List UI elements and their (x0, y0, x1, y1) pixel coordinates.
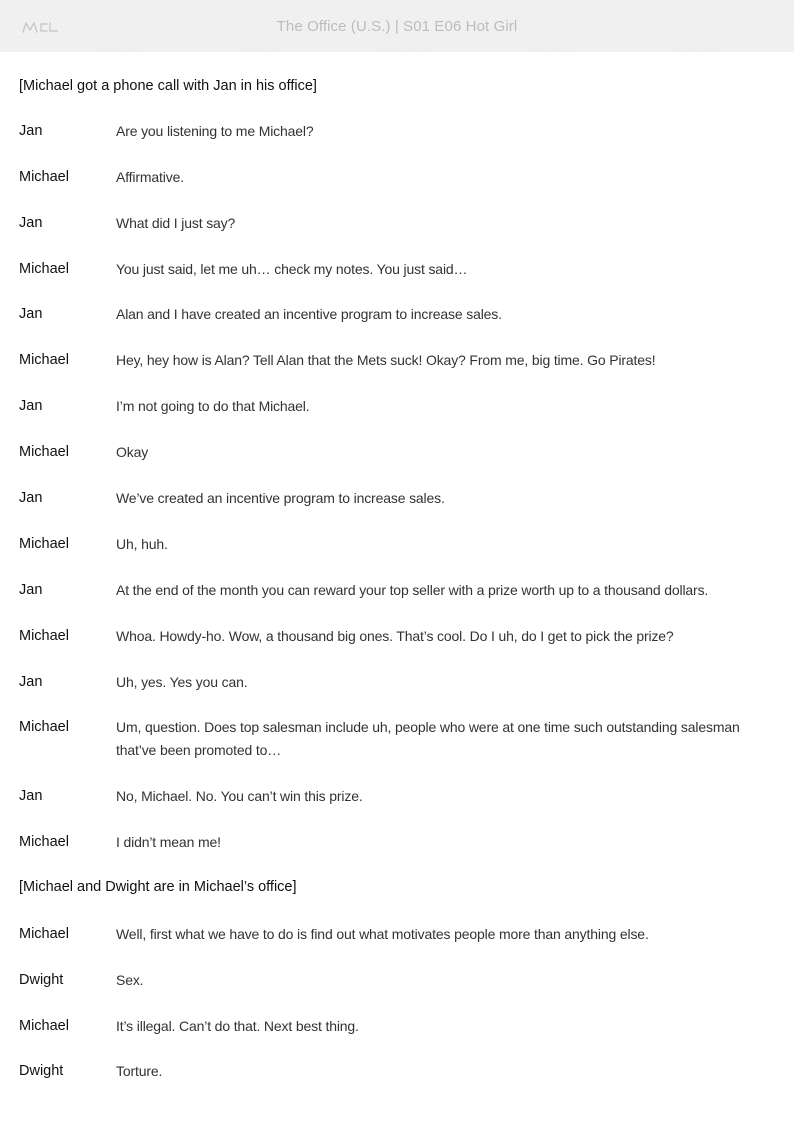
speaker-name: Jan (19, 582, 43, 598)
dialogue-line (19, 120, 759, 143)
dialogue-text: At the end of the month you can reward your top seller with a prize worth up to a thousand dollars. (116, 582, 709, 598)
dialogue-line (19, 212, 759, 235)
dialogue-text: Affirmative. (116, 169, 184, 185)
dialogue-line (19, 1060, 759, 1083)
dialogue-line (19, 969, 759, 992)
speaker-name: Dwight (19, 972, 64, 988)
speaker-name: Michael (19, 169, 69, 185)
dialogue-text: No, Michael. No. You can’t win this prize. (116, 788, 363, 804)
dialogue-text: It’s illegal. Can’t do that. Next best thing. (116, 1018, 359, 1034)
dialogue-text: Uh, huh. (116, 536, 168, 552)
speaker-name: Jan (19, 788, 43, 804)
dialogue-text: Hey, hey how is Alan? Tell Alan that the Mets suck! Okay? From me, big time. Go Pirates! (116, 352, 656, 368)
dialogue-line (19, 579, 759, 602)
dialogue-line (19, 166, 759, 189)
dialogue-text: Sex. (116, 972, 144, 988)
speaker-name: Michael (19, 834, 69, 850)
speaker-name: Jan (19, 306, 43, 322)
dialogue-line (19, 625, 759, 648)
dialogue-line (19, 533, 759, 556)
dialogue-line (19, 1015, 759, 1038)
dialogue-line (19, 441, 759, 464)
speaker-name: Michael (19, 352, 69, 368)
dialogue-line (19, 831, 759, 854)
dialogue-text: I’m not going to do that Michael. (116, 398, 310, 414)
dialogue-text: Alan and I have created an incentive program to increase sales. (116, 306, 502, 322)
dialogue-text: I didn’t mean me! (116, 834, 221, 850)
speaker-name: Michael (19, 536, 69, 552)
page-header (0, 0, 794, 52)
dialogue-line (19, 671, 759, 694)
dialogue-text: You just said, let me uh… check my notes. You just said… (116, 261, 468, 277)
speaker-name: Michael (19, 926, 69, 942)
dialogue-line (19, 395, 759, 418)
dialogue-text: What did I just say? (116, 215, 236, 231)
dialogue-text: Okay (116, 444, 149, 460)
speaker-name: Jan (19, 123, 43, 139)
dialogue-line (19, 923, 759, 946)
scene-heading: [Michael got a phone call with Jan in his office] (19, 78, 317, 94)
speaker-name: Jan (19, 215, 43, 231)
speaker-name: Michael (19, 628, 69, 644)
speaker-name: Michael (19, 1018, 69, 1034)
dialogue-line (19, 716, 759, 762)
dialogue-text: Uh, yes. Yes you can. (116, 674, 248, 690)
dialogue-line (19, 349, 759, 372)
dialogue-line (19, 258, 759, 281)
speaker-name: Dwight (19, 1063, 64, 1079)
dialogue-text: Are you listening to me Michael? (116, 123, 314, 139)
speaker-name: Jan (19, 490, 43, 506)
speaker-name: Jan (19, 398, 43, 414)
dialogue-line (19, 303, 759, 326)
dialogue-text: Um, question. Does top salesman include uh, people who were at one time such outstanding salesman that’ve been promoted to… (116, 719, 740, 758)
speaker-name: Michael (19, 444, 69, 460)
speaker-name: Jan (19, 674, 43, 690)
speaker-name: Michael (19, 719, 69, 735)
dialogue-text: Well, first what we have to do is find out what motivates people more than anything else. (116, 926, 649, 942)
dialogue-text: Torture. (116, 1063, 163, 1079)
dialogue-text: We’ve created an incentive program to increase sales. (116, 490, 445, 506)
speaker-name: Michael (19, 261, 69, 277)
dialogue-line (19, 487, 759, 510)
dialogue-line (19, 785, 759, 808)
dialogue-text: Whoa. Howdy-ho. Wow, a thousand big ones. That’s cool. Do I uh, do I get to pick the prize? (116, 628, 674, 644)
episode-title: The Office (U.S.) | S01 E06 Hot Girl (276, 18, 518, 35)
scene-heading: [Michael and Dwight are in Michael’s office] (19, 879, 297, 895)
